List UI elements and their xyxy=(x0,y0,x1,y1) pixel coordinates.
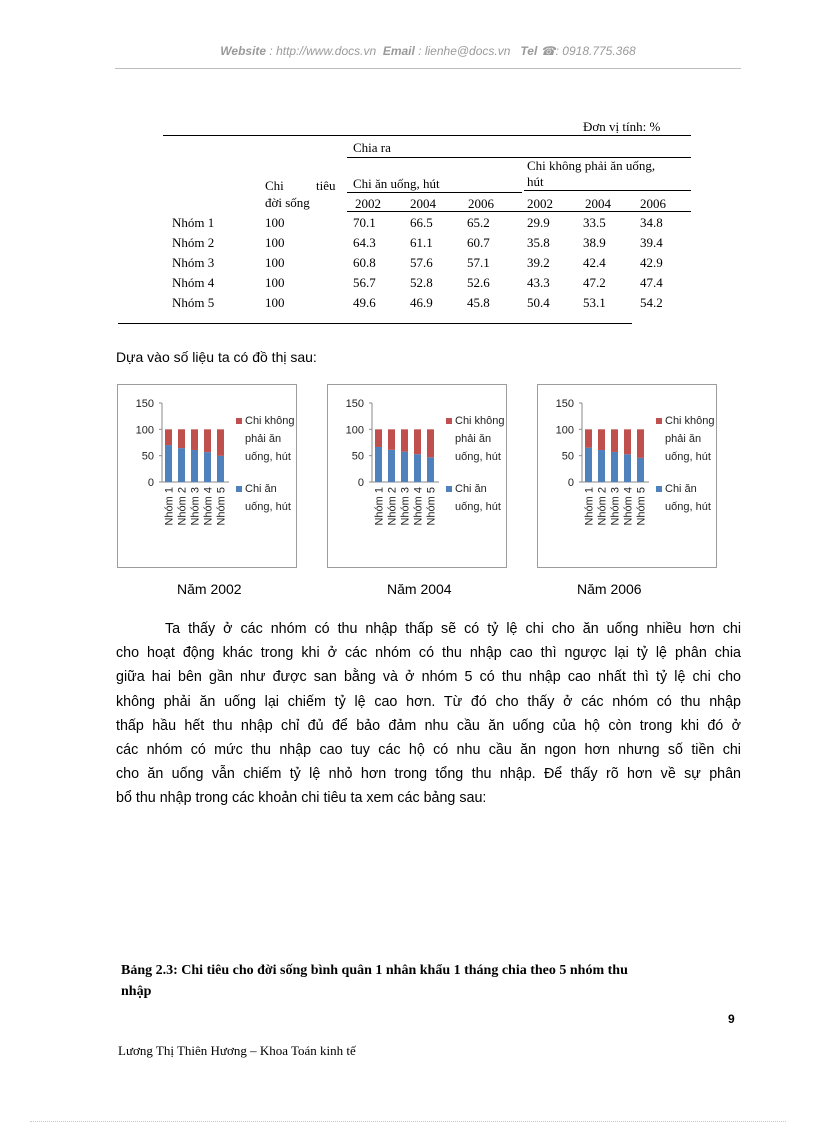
paragraph-line: giữa hai bên gần như được san bằng và ở nhóm 5 có thu nhập cao nhất thì tỷ lệ chi cho xyxy=(116,669,741,686)
table-cell: 52.8 xyxy=(410,275,433,290)
table-cell: 57.1 xyxy=(467,255,490,270)
paragraph-line: Ta thấy ở các nhóm có thu nhập thấp sẽ có tỷ lệ chi cho ăn uống nhiều hơn chi xyxy=(165,621,741,637)
paragraph-line: các nhóm có mức thu nhập cao tuy các hộ có nhu cầu ăn ngon hơn nhưng số tiền chi xyxy=(116,742,741,759)
table-cell: 61.1 xyxy=(410,235,433,250)
legend-label-food: uống, hút xyxy=(665,501,711,513)
y-tick-label: 50 xyxy=(561,450,574,463)
bar-food xyxy=(624,454,631,482)
bar-food xyxy=(611,452,618,482)
legend-label-food: uống, hút xyxy=(455,501,501,513)
table-title xyxy=(121,960,741,1002)
x-tick-label: Nhóm 1 xyxy=(373,487,386,526)
table-cell: 70.1 xyxy=(353,215,376,230)
legend-swatch-food xyxy=(656,486,662,492)
page-footer: Lương Thị Thiên Hương – Khoa Toán kinh tế xyxy=(118,1043,356,1058)
bar-nonfood xyxy=(375,429,382,447)
bar-nonfood xyxy=(624,429,631,454)
legend-label-nonfood: phải ăn xyxy=(455,433,492,445)
legend-label-food: Chi ăn xyxy=(245,483,277,495)
table-cell: 43.3 xyxy=(527,275,550,290)
x-tick-label: Nhóm 1 xyxy=(163,487,176,526)
chart-caption: Năm 2002 xyxy=(177,581,242,597)
nonfood-header-line2: hút xyxy=(527,174,544,189)
paragraph-line: thấp hầu hết thu nhập chỉ đủ để bảo đảm nhu cầu ăn uống của hộ còn trong khi đó ở xyxy=(116,717,741,734)
bar-nonfood xyxy=(217,429,224,456)
y-tick-label: 0 xyxy=(567,477,574,489)
legend-swatch-food xyxy=(446,486,452,492)
bar-food xyxy=(165,445,172,482)
table-cell: 45.8 xyxy=(467,295,490,310)
y-tick-label: 100 xyxy=(555,424,574,437)
year-header: 2004 xyxy=(585,196,611,211)
year-rule xyxy=(347,211,691,212)
legend-label-nonfood: Chi không xyxy=(665,415,715,427)
legend-label-nonfood: uống, hút xyxy=(245,451,291,463)
row-label: Nhóm 4 xyxy=(172,275,215,290)
website-label: Website xyxy=(220,44,267,58)
phone-icon: ☎ xyxy=(540,44,556,58)
header-divider xyxy=(115,68,741,69)
email-value[interactable]: : lienhe@docs.vn xyxy=(418,44,511,58)
table-cell: 29.9 xyxy=(527,215,550,230)
tel-value: : 0918.775.368 xyxy=(555,44,636,58)
table-cell: 35.8 xyxy=(527,235,550,250)
x-tick-label: Nhóm 2 xyxy=(386,487,399,526)
bar-nonfood xyxy=(178,429,185,448)
email-label: Email xyxy=(382,44,415,58)
bar-nonfood xyxy=(585,429,592,447)
y-tick-label: 50 xyxy=(351,450,364,463)
table-title-line: nhập xyxy=(121,984,152,999)
row-total: 100 xyxy=(265,255,285,270)
table-cell: 39.4 xyxy=(640,235,663,250)
x-tick-label: Nhóm 5 xyxy=(425,487,438,526)
bar-food xyxy=(401,452,408,482)
table-unit: Đơn vị tính: % xyxy=(583,119,661,134)
row-label: Nhóm 2 xyxy=(172,235,215,250)
x-tick-label: Nhóm 3 xyxy=(609,487,622,526)
bar-food xyxy=(427,457,434,482)
chart-svg xyxy=(538,385,716,567)
year-header: 2006 xyxy=(468,196,494,211)
bar-nonfood xyxy=(637,429,644,458)
legend-label-nonfood: uống, hút xyxy=(665,451,711,463)
row-label: Nhóm 3 xyxy=(172,255,215,270)
table-cell: 38.9 xyxy=(583,235,606,250)
total-header-line1: Chi xyxy=(265,178,284,193)
legend-swatch-nonfood xyxy=(236,418,242,424)
paragraph-line: cho ăn uống vẫn chiếm tỷ lệ nhỏ hơn trong tổng thu nhập. Để thấy rõ hơn về sự phân xyxy=(116,766,741,783)
bar-nonfood xyxy=(414,429,421,454)
nonfood-rule xyxy=(524,190,691,191)
bar-nonfood xyxy=(401,429,408,451)
x-tick-label: Nhóm 3 xyxy=(399,487,412,526)
legend-swatch-nonfood xyxy=(656,418,662,424)
chart-2002 xyxy=(117,384,297,568)
paragraph-line: không phải ăn uống lại chiếm tỷ lệ cao hơn. Từ đó cho thấy ở các nhóm có thu nhập xyxy=(116,693,741,710)
year-header: 2006 xyxy=(640,196,666,211)
row-total: 100 xyxy=(265,215,285,230)
legend-label-nonfood: phải ăn xyxy=(245,433,282,445)
table-cell: 50.4 xyxy=(527,295,550,310)
paragraph-line: cho hoạt động khác trong khi ở các nhóm có thu nhập cao thì ngược lại tỷ lệ phân chia xyxy=(116,645,741,662)
bar-food xyxy=(178,448,185,482)
footer-divider xyxy=(30,1121,786,1122)
chart-2006 xyxy=(537,384,717,568)
chart-svg xyxy=(328,385,506,567)
table-cell: 57.6 xyxy=(410,255,433,270)
bar-food xyxy=(204,452,211,482)
bar-nonfood xyxy=(191,429,198,450)
table-cell: 53.1 xyxy=(583,295,606,310)
tel-label: Tel xyxy=(520,44,538,58)
website-value[interactable]: : http://www.docs.vn xyxy=(269,44,377,58)
table-cell: 49.6 xyxy=(353,295,376,310)
table-cell: 66.5 xyxy=(410,215,433,230)
year-header: 2002 xyxy=(527,196,553,211)
year-header: 2002 xyxy=(355,196,381,211)
bar-nonfood xyxy=(204,429,211,452)
row-label: Nhóm 1 xyxy=(172,215,215,230)
food-rule xyxy=(347,192,522,193)
table-cell: 54.2 xyxy=(640,295,663,310)
y-tick-label: 150 xyxy=(135,398,154,410)
y-tick-label: 0 xyxy=(147,477,154,489)
table-cell: 56.7 xyxy=(353,275,376,290)
table-cell: 47.2 xyxy=(583,275,606,290)
bar-nonfood xyxy=(598,429,605,450)
x-tick-label: Nhóm 4 xyxy=(202,487,215,526)
y-tick-label: 100 xyxy=(135,424,154,437)
bar-nonfood xyxy=(611,429,618,452)
row-total: 100 xyxy=(265,275,285,290)
bar-food xyxy=(191,450,198,482)
y-tick-label: 0 xyxy=(357,477,364,489)
page-header xyxy=(115,44,741,58)
nonfood-header-line1: Chi không phải ăn uống, xyxy=(527,158,656,173)
y-tick-label: 150 xyxy=(555,398,574,410)
bar-food xyxy=(388,450,395,482)
page-number: 9 xyxy=(728,1012,735,1026)
bar-food xyxy=(598,450,605,482)
legend-label-nonfood: uống, hút xyxy=(455,451,501,463)
table-cell: 39.2 xyxy=(527,255,550,270)
bar-food xyxy=(637,458,644,482)
chart-svg xyxy=(118,385,296,567)
total-header-line2: đời sống xyxy=(265,195,310,210)
chart-intro: Dựa vào số liệu ta có đồ thị sau: xyxy=(116,349,317,365)
food-header: Chi ăn uống, hút xyxy=(353,176,440,191)
table-cell: 34.8 xyxy=(640,215,663,230)
table-cell: 60.7 xyxy=(467,235,490,250)
x-tick-label: Nhóm 4 xyxy=(622,487,635,526)
y-tick-label: 100 xyxy=(345,424,364,437)
chart-caption: Năm 2004 xyxy=(387,581,452,597)
table-top-rule xyxy=(163,135,691,136)
x-tick-label: Nhóm 1 xyxy=(583,487,596,526)
row-total: 100 xyxy=(265,295,285,310)
chart-2004 xyxy=(327,384,507,568)
legend-label-food: Chi ăn xyxy=(665,483,697,495)
y-tick-label: 150 xyxy=(345,398,364,410)
bar-nonfood xyxy=(388,429,395,449)
table-cell: 33.5 xyxy=(583,215,606,230)
bar-food xyxy=(414,454,421,482)
legend-swatch-nonfood xyxy=(446,418,452,424)
group-label: Chia ra xyxy=(353,140,391,155)
row-label: Nhóm 5 xyxy=(172,295,215,310)
legend-label-nonfood: Chi không xyxy=(245,415,295,427)
legend-label-food: uống, hút xyxy=(245,501,291,513)
table-cell: 42.4 xyxy=(583,255,606,270)
table-cell: 65.2 xyxy=(467,215,490,230)
table-cell: 52.6 xyxy=(467,275,490,290)
legend-label-food: Chi ăn xyxy=(455,483,487,495)
table-cell: 47.4 xyxy=(640,275,663,290)
total-header-line1b: tiêu xyxy=(316,178,336,193)
table-cell: 60.8 xyxy=(353,255,376,270)
table-cell: 42.9 xyxy=(640,255,663,270)
x-tick-label: Nhóm 3 xyxy=(189,487,202,526)
legend-label-nonfood: phải ăn xyxy=(665,433,702,445)
year-header: 2004 xyxy=(410,196,436,211)
x-tick-label: Nhóm 5 xyxy=(635,487,648,526)
paragraph-line: bổ thu nhập trong các khoản chi tiêu ta xem các bảng sau: xyxy=(116,790,487,807)
table-title-line: Bảng 2.3: Chi tiêu cho đời sống bình quân 1 nhân khẩu 1 tháng chia theo 5 nhóm thu xyxy=(121,963,628,978)
bar-nonfood xyxy=(427,429,434,457)
table-cell: 46.9 xyxy=(410,295,433,310)
table-cell: 64.3 xyxy=(353,235,376,250)
bar-food xyxy=(375,447,382,482)
analysis-paragraph xyxy=(116,617,741,811)
x-tick-label: Nhóm 2 xyxy=(596,487,609,526)
chart-caption: Năm 2006 xyxy=(577,581,642,597)
x-tick-label: Nhóm 2 xyxy=(176,487,189,526)
legend-label-nonfood: Chi không xyxy=(455,415,505,427)
bar-nonfood xyxy=(165,429,172,445)
legend-swatch-food xyxy=(236,486,242,492)
table-bottom-rule xyxy=(118,323,632,324)
bar-food xyxy=(585,448,592,482)
row-total: 100 xyxy=(265,235,285,250)
x-tick-label: Nhóm 4 xyxy=(412,487,425,526)
bar-food xyxy=(217,456,224,482)
y-tick-label: 50 xyxy=(141,450,154,463)
x-tick-label: Nhóm 5 xyxy=(215,487,228,526)
